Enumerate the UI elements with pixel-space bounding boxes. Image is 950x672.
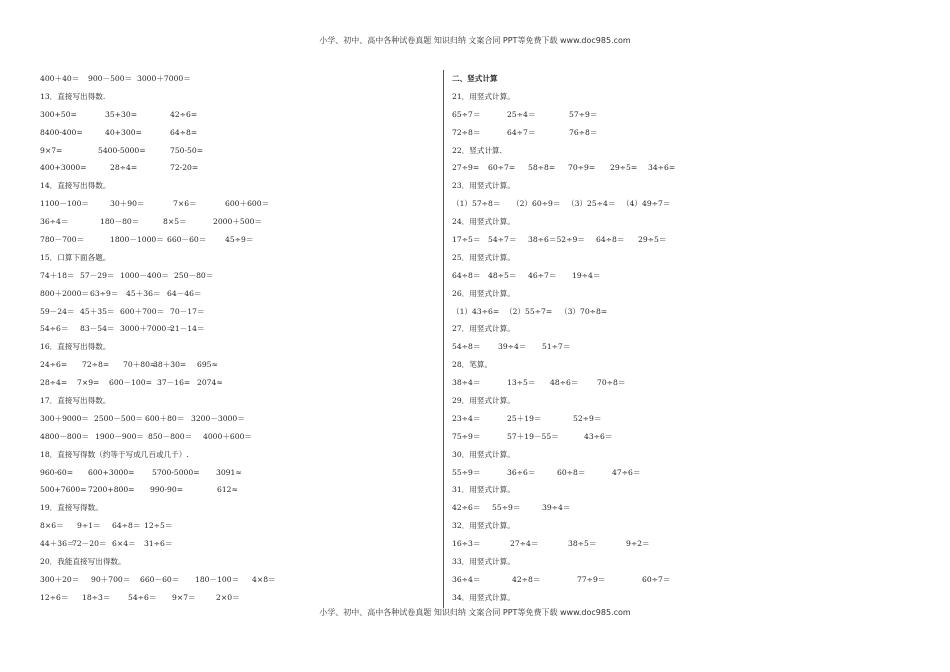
problem-item: 5400-5000= bbox=[98, 145, 146, 155]
problem-item: （1）43÷6= bbox=[452, 306, 500, 316]
question-label: 34．用竖式计算。 bbox=[452, 592, 515, 602]
left-heading bbox=[40, 446, 430, 464]
question-label: 14．直接写出得数。 bbox=[40, 181, 111, 191]
problem-item: 43÷6＝ bbox=[584, 431, 613, 441]
problem-item: 750-50= bbox=[170, 145, 204, 155]
left-problem-row bbox=[40, 124, 430, 142]
left-problem-row bbox=[40, 267, 430, 285]
question-label: 32．用竖式计算。 bbox=[452, 521, 515, 531]
problem-item: 5700-5000= bbox=[152, 467, 200, 477]
right-problem-row bbox=[452, 267, 912, 285]
right-problem-row bbox=[452, 499, 912, 517]
question-label: 13．直接写出得数. bbox=[40, 91, 106, 101]
left-problem-row bbox=[40, 428, 430, 446]
problem-item: 13÷5＝ bbox=[507, 378, 536, 388]
problem-item: 180－100＝ bbox=[195, 574, 240, 584]
problem-item: 54÷7＝ bbox=[488, 235, 517, 245]
problem-item: 64÷8= bbox=[170, 127, 198, 137]
left-problem-row bbox=[40, 303, 430, 321]
problem-item: 77÷9＝ bbox=[577, 574, 606, 584]
problem-item: 45＋35＝ bbox=[80, 306, 115, 316]
left-problem-row bbox=[40, 195, 430, 213]
question-label: 22．竖式计算. bbox=[452, 145, 503, 155]
problem-item: 42÷8＝ bbox=[512, 574, 541, 584]
problem-item: 600－100= bbox=[109, 378, 152, 388]
problem-item: 55÷9＝ bbox=[492, 503, 521, 513]
left-problem-row bbox=[40, 142, 430, 160]
problem-item: 1100－100＝ bbox=[40, 199, 90, 209]
right-problem-row bbox=[452, 374, 912, 392]
right-problem-row bbox=[452, 535, 912, 553]
problem-item: 70÷8＝ bbox=[597, 378, 626, 388]
problem-item: 47÷6＝ bbox=[612, 467, 641, 477]
right-problem-row bbox=[452, 338, 912, 356]
question-label: 26．用竖式计算。 bbox=[452, 288, 515, 298]
problem-item: 25＋19＝ bbox=[507, 413, 542, 423]
problem-item: 36÷6＝ bbox=[507, 467, 536, 477]
problem-item: 600＋700＝ bbox=[120, 306, 165, 316]
left-problem-row bbox=[40, 231, 430, 249]
problem-item: 24÷6= bbox=[40, 360, 68, 370]
problem-item: （3）25÷4＝ bbox=[567, 199, 616, 209]
left-problem-row bbox=[40, 356, 430, 374]
right-problem-row bbox=[452, 195, 912, 213]
problem-item: 65÷7＝ bbox=[452, 109, 481, 119]
problem-item: 35+30= bbox=[105, 109, 138, 119]
right-heading bbox=[452, 88, 912, 106]
right-heading bbox=[452, 177, 912, 195]
problem-item: 57＋19－55＝ bbox=[507, 431, 559, 441]
problem-item: 695≈ bbox=[197, 360, 218, 370]
problem-item: 9×7= bbox=[40, 145, 63, 155]
problem-item: 52÷9＝ bbox=[573, 413, 602, 423]
right-heading bbox=[452, 213, 912, 231]
problem-item: 42÷6= bbox=[170, 109, 198, 119]
problem-item: 6×4＝ bbox=[112, 539, 136, 549]
problem-item: 600＋80＝ bbox=[145, 413, 185, 423]
problem-item: 48÷6＝ bbox=[550, 378, 579, 388]
problem-item: 54÷6＝ bbox=[128, 592, 157, 602]
problem-item: 58÷8= bbox=[528, 163, 556, 173]
problem-item: 45÷9＝ bbox=[225, 235, 254, 245]
problem-item: 83－54＝ bbox=[80, 324, 115, 334]
left-heading bbox=[40, 249, 430, 267]
problem-item: 4000＋600＝ bbox=[203, 431, 253, 441]
problem-item: 8×5＝ bbox=[163, 217, 187, 227]
right-heading bbox=[452, 392, 912, 410]
problem-item: 8×6＝ bbox=[40, 521, 64, 531]
left-problem-row bbox=[40, 464, 430, 482]
problem-item: 38÷6＝52÷9＝ bbox=[528, 235, 585, 245]
problem-item: 3000＋7000＝ bbox=[137, 74, 191, 83]
problem-item: 38＋30= bbox=[153, 360, 187, 370]
right-heading bbox=[452, 285, 912, 303]
problem-item: 54÷8＝ bbox=[452, 342, 481, 352]
question-label: 30．用竖式计算。 bbox=[452, 449, 515, 459]
left-problem-row bbox=[40, 285, 430, 303]
problem-item: 38÷4＝ bbox=[452, 378, 481, 388]
right-heading bbox=[452, 70, 912, 88]
right-problem-row bbox=[452, 428, 912, 446]
problem-item: 780－700＝ bbox=[40, 235, 85, 245]
right-problem-row bbox=[452, 464, 912, 482]
left-column bbox=[40, 70, 430, 607]
problem-item: 7×9= bbox=[77, 378, 100, 388]
problem-item: 39÷4＝ bbox=[542, 503, 571, 513]
question-label: 29．用竖式计算。 bbox=[452, 396, 515, 406]
problem-item: 250－80＝ bbox=[174, 270, 214, 280]
problem-item: 18÷3＝ bbox=[82, 592, 111, 602]
problem-item: 12÷5＝ bbox=[144, 521, 173, 531]
problem-item: 72÷8＝ bbox=[452, 127, 481, 137]
question-label: 二、竖式计算 bbox=[452, 74, 498, 83]
problem-item: 660－60＝ bbox=[167, 235, 207, 245]
left-problem-row bbox=[40, 106, 430, 124]
problem-item: 42÷6＝ bbox=[452, 503, 481, 513]
right-heading bbox=[452, 320, 912, 338]
problem-item: 500+7600= bbox=[40, 485, 87, 495]
problem-item: 64÷8＝ bbox=[112, 521, 141, 531]
problem-item: 3200－3000＝ bbox=[191, 413, 245, 423]
problem-item: （4）49÷7＝ bbox=[622, 199, 671, 209]
right-heading bbox=[452, 481, 912, 499]
question-label: 16．直接写出得数。 bbox=[40, 342, 111, 352]
question-label: 31．用竖式计算。 bbox=[452, 485, 515, 495]
left-problem-row bbox=[40, 159, 430, 177]
problem-item: 45＋36＝ bbox=[126, 288, 161, 298]
left-problem-row bbox=[40, 410, 430, 428]
problem-item: 40+300= bbox=[105, 127, 142, 137]
problem-item: 38÷5＝ bbox=[568, 539, 597, 549]
problem-item: 54÷6＝ bbox=[40, 324, 69, 334]
problem-item: 8400-400= bbox=[40, 127, 83, 137]
problem-item: 72÷8= bbox=[82, 360, 110, 370]
problem-item: 4800－800＝ bbox=[40, 431, 90, 441]
problem-item: 1900－900＝ bbox=[95, 431, 145, 441]
left-problem-row bbox=[40, 481, 430, 499]
problem-item: 64÷8＝ bbox=[596, 235, 625, 245]
left-problem-row bbox=[40, 517, 430, 535]
problem-item: 27÷4＝ bbox=[510, 539, 539, 549]
problem-item: 70÷9= bbox=[568, 163, 596, 173]
problem-item: 960-60= bbox=[40, 467, 74, 477]
problem-item: 2000＋500＝ bbox=[213, 217, 263, 227]
left-heading bbox=[40, 338, 430, 356]
problem-item: 48÷5＝ bbox=[488, 270, 517, 280]
problem-item: 7200+800= bbox=[88, 485, 135, 495]
problem-item: 800＋2000＝ bbox=[40, 288, 90, 298]
problem-item: 64－46＝ bbox=[167, 288, 202, 298]
problem-item: 9×7＝ bbox=[172, 592, 196, 602]
left-problem-row bbox=[40, 70, 430, 88]
problem-item: 51÷7＝ bbox=[542, 342, 571, 352]
page-header: 小学、初中、高中各种试卷真题 知识归纳 文案合同 PPT等免费下载 www.doc985.com bbox=[319, 36, 631, 45]
problem-item: （2）55÷7= bbox=[505, 306, 553, 316]
problem-item: 30＋90＝ bbox=[110, 199, 145, 209]
right-heading bbox=[452, 446, 912, 464]
problem-item: 7×6＝ bbox=[173, 199, 197, 209]
problem-item: 60÷7＝ bbox=[642, 574, 671, 584]
question-label: 20．我能直接写出得数。 bbox=[40, 557, 126, 567]
problem-item: 612≈ bbox=[217, 485, 238, 495]
problem-item: 23÷4＝ bbox=[452, 413, 481, 423]
problem-item: 70＋80= bbox=[123, 360, 157, 370]
problem-item: 3000＋7000＝ bbox=[120, 324, 174, 334]
problem-item: 16÷3＝ bbox=[452, 539, 481, 549]
problem-item: 46÷7＝ bbox=[528, 270, 557, 280]
right-problem-row bbox=[452, 231, 912, 249]
right-heading bbox=[452, 249, 912, 267]
right-problem-row bbox=[452, 159, 912, 177]
left-problem-row bbox=[40, 535, 430, 553]
left-problem-row bbox=[40, 589, 430, 607]
right-problem-row bbox=[452, 106, 912, 124]
problem-item: 17÷5＝ bbox=[452, 235, 481, 245]
right-heading bbox=[452, 553, 912, 571]
question-label: 27．用竖式计算。 bbox=[452, 324, 515, 334]
problem-item: 59－24＝ bbox=[40, 306, 75, 316]
problem-item: 60÷7= bbox=[488, 163, 516, 173]
question-label: 15．口算下面各题。 bbox=[40, 252, 111, 262]
right-problem-row bbox=[452, 124, 912, 142]
problem-item: 300＋9000＝ bbox=[40, 413, 90, 423]
problem-item: 3091≈ bbox=[216, 467, 242, 477]
problem-item: 39÷4＝ bbox=[498, 342, 527, 352]
problem-item: 2×0＝ bbox=[216, 592, 240, 602]
problem-item: （1）57÷8＝ bbox=[452, 199, 501, 209]
problem-item: 28÷4= bbox=[40, 378, 68, 388]
problem-item: 400＋40＝ bbox=[40, 74, 80, 83]
problem-item: 60÷8＝ bbox=[557, 467, 586, 477]
problem-item: 31÷6＝ bbox=[144, 539, 173, 549]
problem-item: 72-20= bbox=[170, 163, 199, 173]
problem-item: 300＋20＝ bbox=[40, 574, 80, 584]
problem-item: 660－60＝ bbox=[140, 574, 180, 584]
left-heading bbox=[40, 392, 430, 410]
question-label: 28．笔算。 bbox=[452, 360, 493, 370]
problem-item: 1800－1000＝ bbox=[110, 235, 164, 245]
page-footer: 小学、初中、高中各种试卷真题 知识归纳 文案合同 PPT等免费下载 www.doc985.com bbox=[319, 608, 631, 617]
problem-item: 180－80＝ bbox=[100, 217, 140, 227]
problem-item: 75÷9＝ bbox=[452, 431, 481, 441]
problem-item: 29÷5= bbox=[610, 163, 638, 173]
question-label: 17．直接写出得数。 bbox=[40, 396, 111, 406]
problem-item: 64÷7＝ bbox=[507, 127, 536, 137]
problem-item: 12÷6＝ bbox=[40, 592, 69, 602]
problem-item: 57－29＝ bbox=[80, 270, 115, 280]
problem-item: 64÷8＝ bbox=[452, 270, 481, 280]
left-heading bbox=[40, 499, 430, 517]
problem-item: 600+3000= bbox=[88, 467, 135, 477]
problem-item: 400+3000= bbox=[40, 163, 87, 173]
problem-item: 37－16= bbox=[157, 378, 191, 388]
problem-item: 44＋36＝ bbox=[40, 539, 75, 549]
problem-item: 990-90= bbox=[150, 485, 184, 495]
question-label: 33．用竖式计算。 bbox=[452, 557, 515, 567]
problem-item: 72－20＝ bbox=[72, 539, 107, 549]
question-label: 25．用竖式计算。 bbox=[452, 252, 515, 262]
problem-item: 600＋600＝ bbox=[225, 199, 270, 209]
right-heading bbox=[452, 142, 912, 160]
problem-item: 1000－400＝ bbox=[120, 270, 170, 280]
problem-item: 9÷2＝ bbox=[626, 539, 650, 549]
question-label: 23．用竖式计算。 bbox=[452, 181, 515, 191]
right-heading bbox=[452, 517, 912, 535]
right-problem-row bbox=[452, 410, 912, 428]
right-problem-row bbox=[452, 571, 912, 589]
problem-item: 27÷9= bbox=[452, 163, 480, 173]
problem-item: 19÷4＝ bbox=[572, 270, 601, 280]
left-heading bbox=[40, 553, 430, 571]
problem-item: 2500－500＝ bbox=[94, 413, 144, 423]
left-heading bbox=[40, 177, 430, 195]
left-heading bbox=[40, 88, 430, 106]
column-divider bbox=[443, 70, 444, 608]
problem-item: 300+50= bbox=[40, 109, 77, 119]
problem-item: 28÷4= bbox=[110, 163, 138, 173]
problem-item: 90＋700＝ bbox=[91, 574, 131, 584]
left-problem-row bbox=[40, 571, 430, 589]
problem-item: 900－500＝ bbox=[88, 74, 133, 83]
problem-item: 9÷1＝ bbox=[77, 521, 101, 531]
question-label: 19．直接写得数。 bbox=[40, 503, 103, 513]
problem-item: 36÷4＝ bbox=[40, 217, 69, 227]
right-heading bbox=[452, 356, 912, 374]
question-label: 21．用竖式计算。 bbox=[452, 91, 515, 101]
problem-item: （3）70÷8= bbox=[560, 306, 608, 316]
question-label: 18．直接写得数（约等于写成几百或几千）. bbox=[40, 449, 189, 459]
right-problem-row bbox=[452, 303, 912, 321]
question-label: 24．用竖式计算。 bbox=[452, 217, 515, 227]
left-problem-row bbox=[40, 374, 430, 392]
left-problem-row bbox=[40, 213, 430, 231]
left-problem-row bbox=[40, 320, 430, 338]
problem-item: 36÷4＝ bbox=[452, 574, 481, 584]
problem-item: 76÷8＝ bbox=[569, 127, 598, 137]
problem-item: 2074≈ bbox=[197, 378, 223, 388]
right-heading bbox=[452, 589, 912, 607]
problem-item: 34÷6= bbox=[648, 163, 676, 173]
right-column bbox=[452, 70, 912, 607]
problem-item: 63÷9＝ bbox=[90, 288, 119, 298]
problem-item: 29÷5＝ bbox=[638, 235, 667, 245]
problem-item: 74＋18＝ bbox=[40, 270, 75, 280]
problem-item: （2）60÷9＝ bbox=[512, 199, 561, 209]
problem-item: 850－800＝ bbox=[148, 431, 193, 441]
problem-item: 4×8＝ bbox=[252, 574, 276, 584]
problem-item: 70－17＝ bbox=[170, 306, 205, 316]
problem-item: 55÷9＝ bbox=[452, 467, 481, 477]
problem-item: 25÷4＝ bbox=[507, 109, 536, 119]
problem-item: 57÷9＝ bbox=[569, 109, 598, 119]
problem-item: 21－14＝ bbox=[170, 324, 205, 334]
